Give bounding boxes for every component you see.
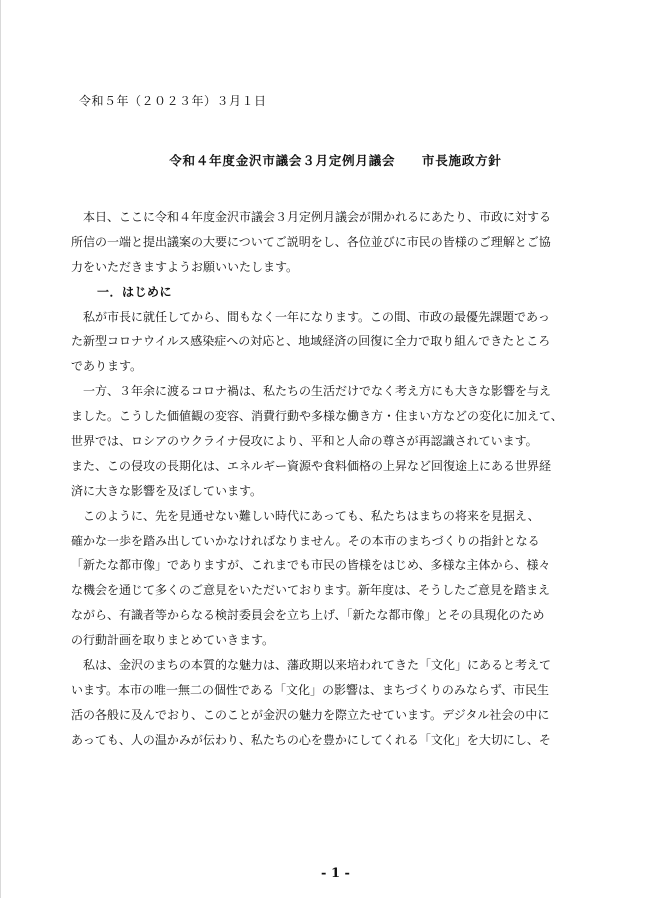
body-text-line: 活の各般に及んでおり、このことが金沢の魅力を際立たせています。デジタル社会の中に	[71, 707, 550, 722]
body-text-line: 本日、ここに令和４年度金沢市議会３月定例月議会が開かれるにあたり、市政に対する	[71, 210, 552, 224]
body-text-line: 所信の一端と提出議案の大要についてご説明をし、各位並びに市民の皆様のご理解とご協	[71, 234, 551, 249]
body-text-line: います。本市の唯一無二の個性である「文化」の影響は、まちづくりのみならず、市民生	[71, 682, 549, 697]
body-text-line: 一方、３年余に渡るコロナ禍は、私たちの生活だけでなく考え方にも大きな影響を与え	[71, 384, 552, 399]
body-text-line: あっても、人の温かみが伝わり、私たちの心を豊かにしてくれる「文化」を大切にし、そ	[71, 732, 551, 747]
section-heading: 一．はじめに	[97, 284, 173, 299]
body-text-line: また、この侵攻の長期化は、エネルギー資源や食料価格の上昇など回復途上にある世界経	[71, 458, 552, 473]
body-text-line: ながら、有識者等からなる検討委員会を立ち上げ、「新たな都市像」とその具現化のため	[71, 608, 545, 623]
body-text-line: 力をいただきますようお願いいたします。	[71, 259, 299, 274]
body-text-line: の行動計画を取りまとめていきます。	[71, 633, 275, 648]
body-text-line: 私が市長に就任してから、間もなく一年になります。この間、市政の最優先課題であっ	[71, 309, 550, 324]
body-text-line: 世界では、ロシアのウクライナ侵攻により、平和と人命の尊さが再認識されています。	[71, 434, 538, 449]
document-title: 令和４年度金沢市議会３月定例月議会 市長施政方針	[169, 153, 502, 168]
body-text-line: このように、先を見通せない難しい時代にあっても、私たちはまちの将来を見据え、	[71, 508, 540, 523]
body-text-line: 確かな一歩を踏み出していかなければなりません。その本市のまちづくりの指針となる	[71, 533, 540, 548]
body-text-line: であります。	[71, 359, 143, 374]
body-text-line: 「新たな都市像」でありますが、これまでも市民の皆様をはじめ、多様な主体から、様々	[71, 558, 551, 573]
document-date: 令和５年（２０２３年）３月１日	[79, 94, 267, 108]
page-number: - 1 -	[321, 866, 350, 881]
body-text-line: 私は、金沢のまちの本質的な魅力は、藩政期以来培われてきた「文化」にあると考えて	[71, 658, 552, 673]
body-text-line: ました。こうした価値観の変容、消費行動や多様な働き方・住まい方などの変化に加えて、	[71, 409, 563, 424]
document-body	[71, 205, 627, 753]
body-text-line: た新型コロナウイルス感染症への対応と、地域経済の回復に全力で取り組んできたところ	[71, 334, 551, 349]
body-text-line: な機会を通じて多くのご意見をいただいております。新年度は、そうしたご意見を踏まえ	[71, 583, 551, 598]
body-text-line: 済に大きな影響を及ぼしています。	[71, 483, 263, 498]
